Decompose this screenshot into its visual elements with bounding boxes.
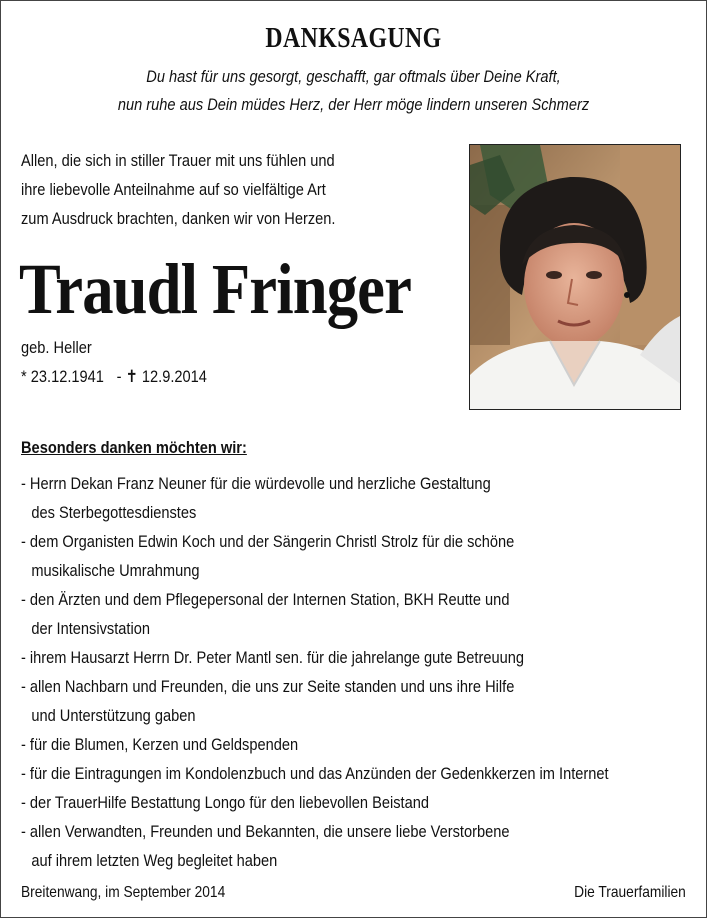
- list-item: - allen Nachbarn und Freunden, die uns zur Seite standen und uns ihre Hilfe: [21, 677, 515, 696]
- birth-date: 23.12.1941: [30, 367, 104, 386]
- date-separator: -: [116, 367, 122, 386]
- birth-name: geb. Heller: [21, 338, 92, 357]
- list-item: - ihrem Hausarzt Herrn Dr. Peter Mantl sen. für die jahrelange gute Betreuung: [21, 648, 525, 667]
- death-date: 12.9.2014: [141, 367, 207, 386]
- list-item: - allen Verwandten, Freunden und Bekannten, die unsere liebe Verstorbene: [21, 822, 510, 841]
- list-item-continuation: des Sterbegottesdienstes: [31, 503, 197, 522]
- thanks-heading: Besonders danken möchten wir:: [21, 438, 247, 457]
- verse-line-1: Du hast für uns gesorgt, geschafft, gar oftmals über Deine Kraft,: [146, 67, 561, 86]
- list-item-continuation: auf ihrem letzten Weg begleitet haben: [31, 851, 278, 870]
- cross-icon: ✝: [125, 367, 138, 386]
- list-item: - Herrn Dekan Franz Neuner für die würdevolle und herzliche Gestaltung: [21, 474, 491, 493]
- portrait-photo: [469, 144, 681, 410]
- intro-line-3: zum Ausdruck brachten, danken wir von Herzen.: [21, 209, 336, 228]
- signature: Die Trauerfamilien: [574, 884, 686, 901]
- life-dates: [21, 367, 207, 387]
- list-item-continuation: der Intensivstation: [31, 619, 150, 638]
- place-date: Breitenwang, im September 2014: [21, 884, 226, 901]
- birth-mark: *: [21, 367, 27, 386]
- list-item-continuation: und Unterstützung gaben: [31, 706, 196, 725]
- intro-line-2: ihre liebevolle Anteilnahme auf so vielfältige Art: [21, 180, 326, 199]
- list-item: - dem Organisten Edwin Koch und der Sängerin Christl Strolz für die schöne: [21, 532, 515, 551]
- list-item: - den Ärzten und dem Pflegepersonal der Internen Station, BKH Reutte und: [21, 590, 510, 609]
- list-item: - für die Eintragungen im Kondolenzbuch und das Anzünden der Gedenkkerzen im Internet: [21, 764, 609, 783]
- list-item-continuation: musikalische Umrahmung: [31, 561, 200, 580]
- intro-line-1: Allen, die sich in stiller Trauer mit uns fühlen und: [21, 151, 335, 170]
- list-item: - der TrauerHilfe Bestattung Longo für den liebevollen Beistand: [21, 793, 429, 812]
- intro-text: [21, 146, 434, 233]
- page-title: DANKSAGUNG: [265, 23, 442, 54]
- list-item: - für die Blumen, Kerzen und Geldspenden: [21, 735, 299, 754]
- verse-line-2: nun ruhe aus Dein müdes Herz, der Herr möge lindern unseren Schmerz: [117, 95, 590, 114]
- thanks-list: [21, 469, 675, 875]
- deceased-name: Traudl Fringer: [19, 249, 412, 329]
